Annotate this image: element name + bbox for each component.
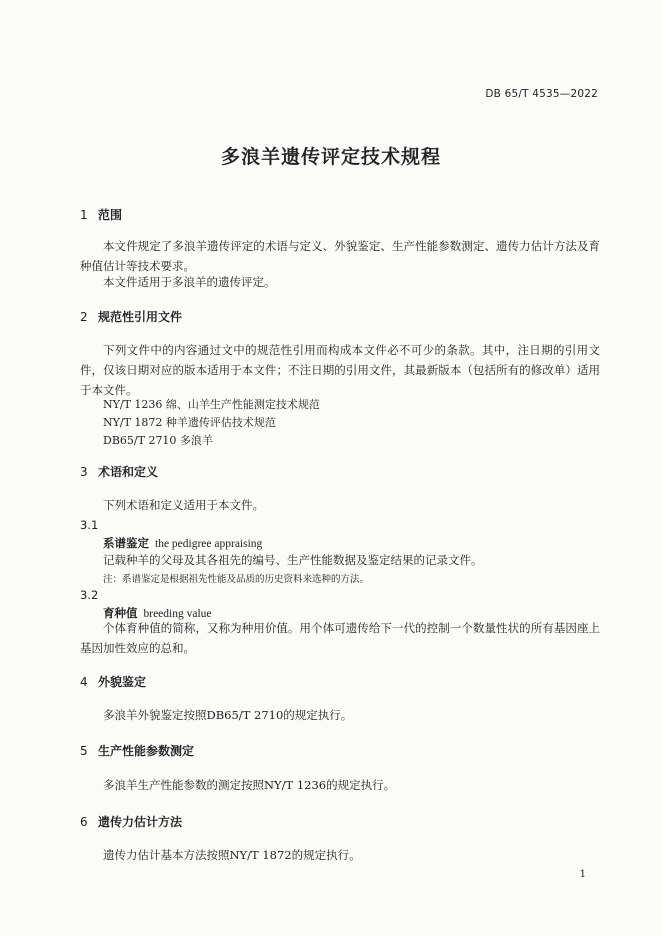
reference-item: NY/T 1236 绵、山羊生产性能测定技术规范 [103, 398, 320, 411]
section-number: 4 [80, 675, 88, 689]
section-number: 1 [80, 208, 88, 222]
section-3-heading [80, 463, 158, 480]
section-2-paragraph-1: 下列文件中的内容通过文中的规范性引用而构成本文件必不可少的条款。其中，注日期的引用文件，仅该日期对应的版本适用于本文件；不注日期的引用文件，其最新版本（包括所有的修改单）适用于本文件。 [80, 343, 600, 397]
section-5-paragraph-1: 多浪羊生产性能参数的测定按照NY/T 1236的规定执行。 [103, 778, 396, 792]
section-1-paragraph-2: 本文件适用于多浪羊的遗传评定。 [103, 275, 276, 289]
section-title: 外貌鉴定 [98, 675, 147, 689]
clause-number: 3.1 [80, 518, 99, 532]
section-title: 术语和定义 [98, 465, 159, 479]
section-6-heading [80, 813, 182, 830]
section-1-paragraph-1: 本文件规定了多浪羊遗传评定的术语与定义、外貌鉴定、生产性能参数测定、遗传力估计方法及育种值估计等技术要求。 [80, 239, 600, 273]
term-english: breeding value [143, 608, 212, 620]
term-english: the pedigree appraising [155, 538, 263, 550]
section-number: 5 [80, 744, 88, 758]
section-number: 2 [80, 310, 88, 324]
term-3-1 [103, 535, 262, 551]
section-title: 规范性引用文件 [98, 310, 183, 324]
section-6-paragraph-1: 遗传力估计基本方法按照NY/T 1872的规定执行。 [103, 848, 361, 862]
section-number: 3 [80, 465, 88, 479]
section-2-heading [80, 308, 182, 325]
section-number: 6 [80, 815, 88, 829]
section-4-heading [80, 673, 146, 690]
section-3-paragraph-1: 下列术语和定义适用于本文件。 [103, 498, 264, 512]
section-5-heading [80, 742, 194, 759]
term-note: 注：系谱鉴定是根据祖先性能及品质的历史资料来选种的方法。 [103, 574, 370, 585]
page-number: 1 [579, 869, 586, 880]
reference-item: NY/T 1872 种羊遗传评估技术规范 [103, 416, 276, 429]
standard-number: DB 65/T 4535—2022 [485, 88, 598, 100]
clause-number: 3.2 [80, 588, 99, 602]
section-title: 范围 [98, 208, 123, 222]
term-chinese: 系谱鉴定 [103, 536, 149, 550]
term-definition: 个体育种值的简称，又称为种用价值。用个体可遗传给下一代的控制一个数量性状的所有基因座上基因加性效应的总和。 [80, 621, 600, 655]
document-title: 多浪羊遗传评定技术规程 [220, 146, 441, 168]
term-chinese: 育种值 [103, 606, 138, 620]
reference-item: DB65/T 2710 多浪羊 [103, 434, 213, 447]
term-definition: 记载种羊的父母及其各祖先的编号、生产性能数据及鉴定结果的记录文件。 [103, 553, 483, 567]
section-4-paragraph-1: 多浪羊外貌鉴定按照DB65/T 2710的规定执行。 [103, 708, 353, 722]
section-1-heading [80, 206, 122, 223]
section-title: 遗传力估计方法 [98, 815, 183, 829]
section-title: 生产性能参数测定 [98, 744, 195, 758]
